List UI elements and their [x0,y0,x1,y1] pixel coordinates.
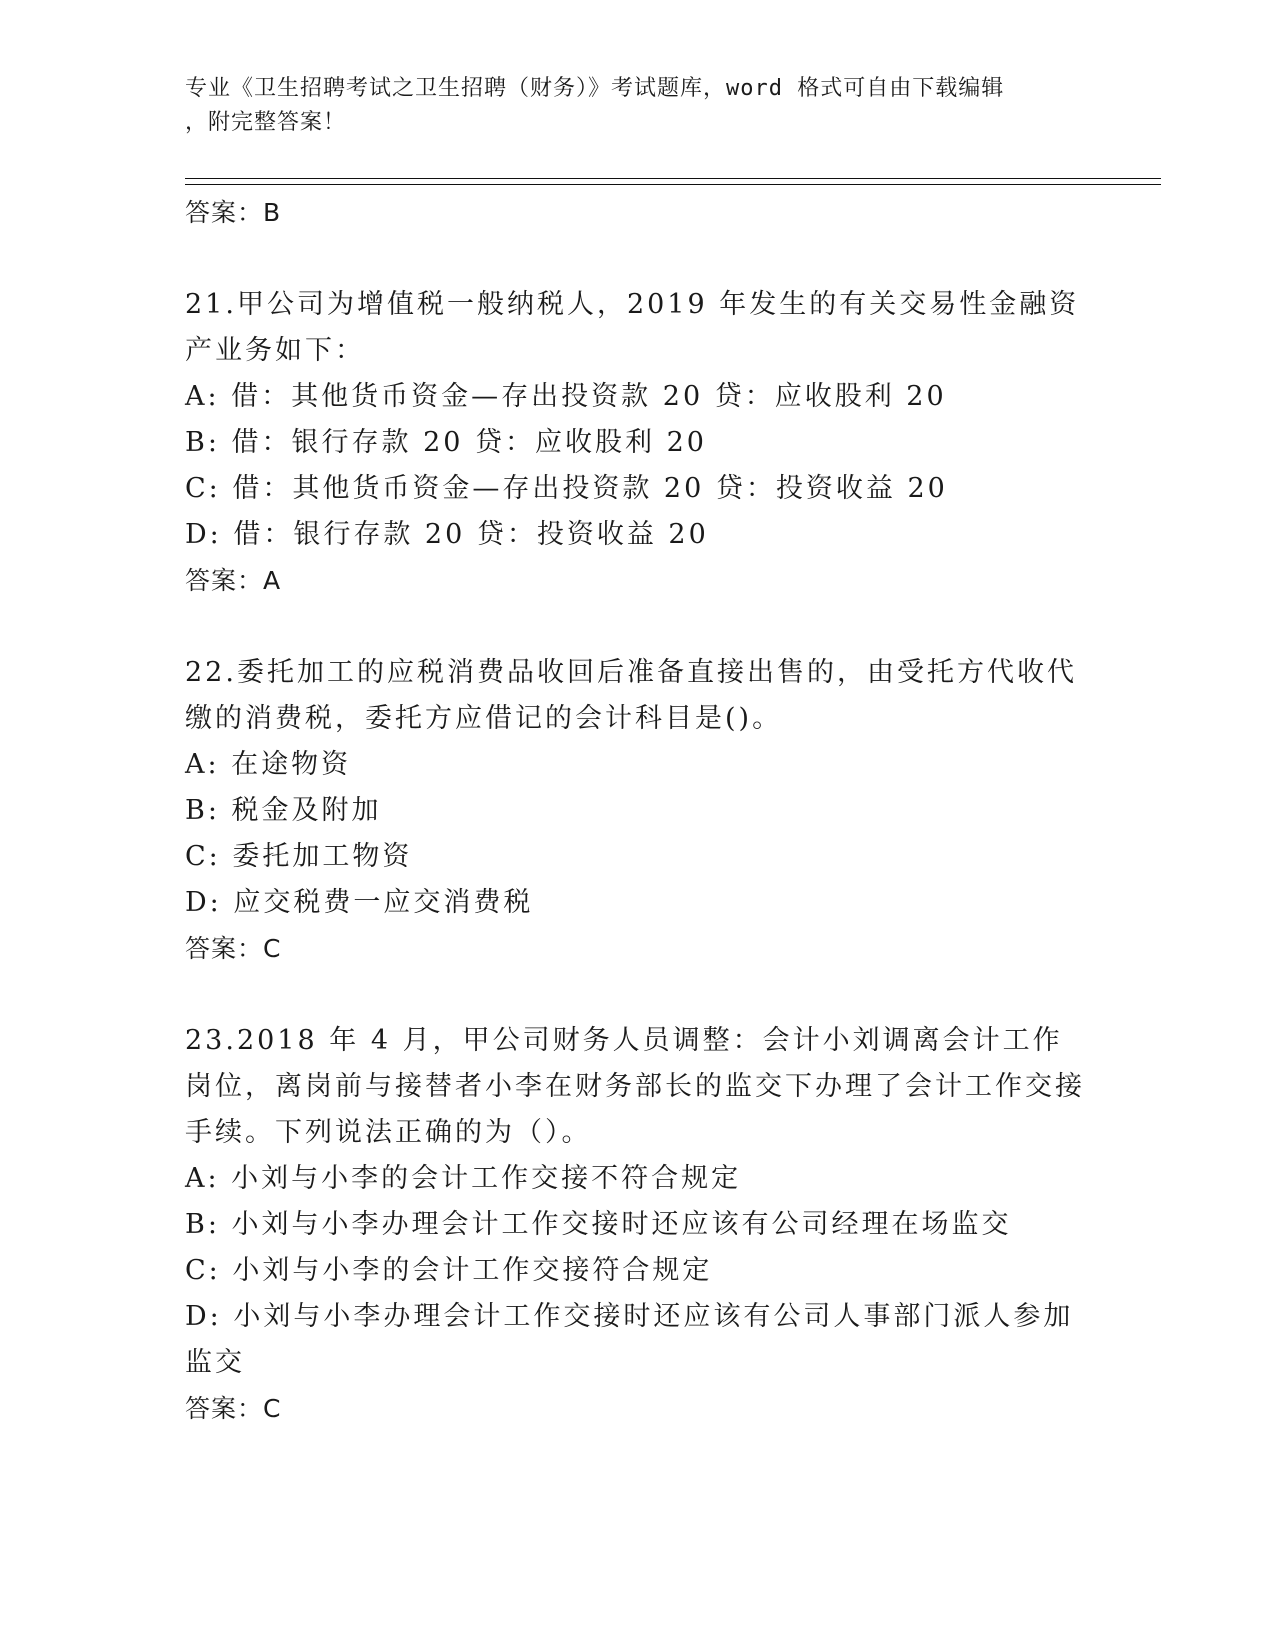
answer-line: 答案：A [185,566,282,595]
header-line-1: 专业《卫生招聘考试之卫生招聘（财务）》考试题库，word 格式可自由下载编辑 [185,76,1005,101]
question-23 [185,1018,1085,1432]
answer-line: 答案：B [185,198,282,227]
answer-line: 答案：C [185,934,282,963]
option-c: C: 委托加工物资 [185,841,413,872]
question-text: 21.甲公司为增值税一般纳税人，2019 年发生的有关交易性金融资产业务如下： [185,289,1080,366]
option-b: B: 小刘与小李办理会计工作交接时还应该有公司经理在场监交 [185,1209,1012,1240]
option-d: D: 应交税费一应交消费税 [185,887,534,918]
question-text: 23.2018 年 4 月，甲公司财务人员调整：会计小刘调离会计工作岗位，离岗前与接替者小李在财务部长的监交下办理了会计工作交接手续。下列说法正确的为（）。 [185,1025,1085,1148]
option-d: D: 借：银行存款 20 贷：投资收益 20 [185,519,709,550]
option-c: C: 小刘与小李的会计工作交接符合规定 [185,1255,713,1286]
option-b: B: 借：银行存款 20 贷：应收股利 20 [185,427,707,458]
option-a: A: 在途物资 [185,749,352,780]
option-a: A: 借：其他货币资金—存出投资款 20 贷：应收股利 20 [185,381,947,412]
header-divider-bottom [185,184,1161,185]
option-a: A: 小刘与小李的会计工作交接不符合规定 [185,1163,742,1194]
option-b: B: 税金及附加 [185,795,382,826]
header-divider-top [185,178,1161,179]
answer-line: 答案：C [185,1394,282,1423]
header-line-2: ，附完整答案！ [185,110,347,135]
option-d: D: 小刘与小李办理会计工作交接时还应该有公司人事部门派人参加监交 [185,1301,1074,1378]
option-c: C: 借：其他货币资金—存出投资款 20 贷：投资收益 20 [185,473,948,504]
question-22 [185,650,1085,972]
question-21 [185,282,1085,604]
question-text: 22.委托加工的应税消费品收回后准备直接出售的，由受托方代收代缴的消费税，委托方应借记的会计科目是()。 [185,657,1077,734]
document-body [185,190,1085,1432]
document-header [185,72,1085,140]
